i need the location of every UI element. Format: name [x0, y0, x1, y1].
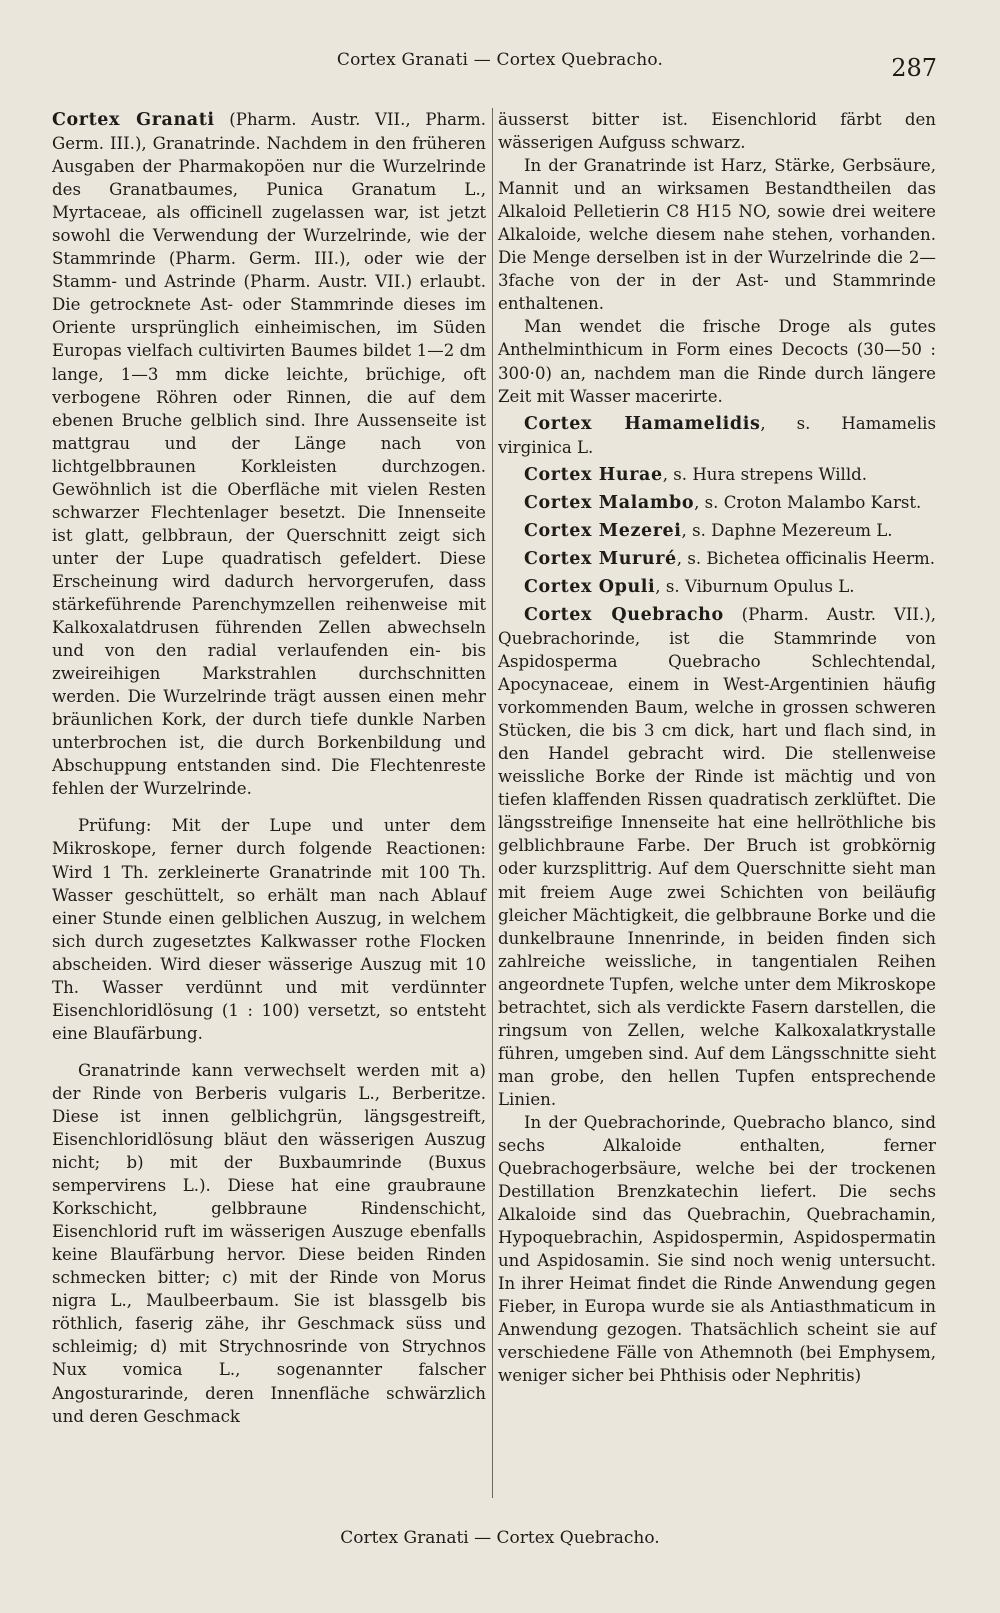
headword: Cortex Hurae — [524, 464, 663, 485]
headword: Cortex Mezerei — [524, 520, 682, 541]
anwendung-paragraph: Man wendet die frische Droge als gutes Anthelminthicum in Form eines Decocts (30—50 : 300·0) an, nachdem man die Rinde durch längere Zeit mit Wasser macerirte. — [498, 317, 936, 406]
bestandtheile-paragraph: In der Granatrinde ist Harz, Stärke, Gerbsäure, Mannit und an wirksamen Bestandtheilen das Alkaloid Pelletierin C8 H15 NO, sowie drei weitere Alkaloide, welche diesem nahe stehen, vorhanden. Die Menge derselben ist in der Wurzelrinde die 2—3fache von der in der Ast- und Stammrinde enthaltenen. — [498, 156, 936, 314]
headword: Cortex Quebracho — [524, 604, 724, 625]
headword: Cortex Opuli — [524, 576, 656, 597]
page-number: 287 — [891, 54, 937, 82]
continuation-paragraph: äusserst bitter ist. Eisenchlorid färbt den wässerigen Aufguss schwarz. — [498, 110, 936, 153]
entry-cortex-granati — [52, 108, 486, 800]
verwechslung-paragraph: Granatrinde kann verwechselt werden mit a) der Rinde von Berberis vulgaris L., Berberitze. Diese ist innen gelblichgrün, längsgestreift, Eisenchloridlösung bläut den wässerigen Auszug nicht; b) mit der Buxbaumrinde (Buxus sempervirens L.). Diese hat eine graubraune Korkschicht, gelbbraune Rindenschicht, Eisenchlorid ruft im wässerigen Auszuge ebenfalls keine Blaufärbung hervor. Diese beiden Rinden schmecken bitter; c) mit der Rinde von Morus nigra L., Maulbeerbaum. Sie ist blassgelb bis röthlich, faserig zähe, ihr Geschmack süss und schleimig; d) mit Strychnosrinde von Strychnos Nux vomica L., sogenannter falscher Angosturarinde, deren Innenfläche schwärzlich und deren Geschmack — [52, 1060, 486, 1426]
running-head: Cortex Granati — Cortex Quebracho. — [336, 50, 664, 70]
entry-text: , s. Bichetea officinalis Heerm. — [676, 548, 936, 568]
headword: Cortex Granati — [52, 110, 215, 130]
entry-text: (Pharm. Austr. VII.), Quebrachorinde, ist die Stammrinde von Aspidosperma Quebracho Schlechtendal, Apocynaceae, einem in West-Argentinien häufig vorkommenden Baum, welche in grossen schweren Stücken, die bis 3 cm dick, hart und flach sind, in den Handel gebracht wird. Die stellenweise weissliche Borke der Rinde ist mächtig und von tiefen klaffenden Rissen quadratisch zerklüftet. Die längsstreifige Innenseite hat eine hellröthliche bis gelblichbraune Farbe. Der Bruch ist grobkörnig oder kurzsplittrig. Auf dem Querschnitte sieht man mit freiem Auge zwei Schichten von beiläufig gleicher Mächtigkeit, die gelbbraune Borke und die dunkelbraune Innenrinde, in beiden finden sich zahlreiche weissliche, in tangentialen Reihen angeordnete Tupfen, welche unter dem Mikroskope betrachtet, sich als verdickte Fasern darstellen, die ringsum von Zellen, welche Kalkoxalatkrystalle führen, umgeben sind. Auf dem Längsschnitte sieht man grobe, den hellen Tupfen entsprechende Linien. — [498, 604, 936, 1109]
entry-text: , s. Hamamelis virginica L. — [498, 413, 936, 457]
entry-text: , s. Hura strepens Willd. — [662, 464, 868, 484]
column-divider — [492, 108, 493, 1498]
quebracho-alkaloide-paragraph: In der Quebrachorinde, Quebracho blanco, sind sechs Alkaloide enthalten, ferner Quebrachogerbsäure, welche bei der trockenen Destillation Brenzkatechin liefert. Die sechs Alkaloide sind das Quebrachin, Quebrachamin, Hypoquebrachin, Aspidospermin, Aspidospermatin und Aspidosamin. Sie sind noch wenig untersucht. In ihrer Heimat findet die Rinde Anwendung gegen Fieber, in Europa wurde sie als Antiasthmaticum in Anwendung gezogen. Thatsächlich scheint sie auf verschiedene Fälle von Athemnoth (bei Emphysem, weniger sicher bei Phthisis oder Nephritis) — [498, 1112, 936, 1386]
headword: Cortex Mururé — [524, 548, 677, 569]
entry-cortex-mezerei — [498, 519, 936, 543]
right-column — [498, 108, 936, 1388]
entry-text: (Pharm. Austr. VII., Pharm. Germ. III.), Granatrinde. Nachdem in den früheren Ausgaben der Pharmakopöen nur die Wurzelrinde des Granatbaumes, Punica Granatum L., Myrtaceae, als officinell zugelassen war, ist jetzt sowohl die Verwendung der Wurzelrinde, wie der Stammrinde (Pharm. Germ. III.), oder wie der Stamm- und Astrinde (Pharm. Austr. VII.) erlaubt. Die getrocknete Ast- oder Stammrinde dieses im Oriente ursprünglich einheimischen, im Süden Europas vielfach cultivirten Baumes bildet 1—2 dm lange, 1—3 mm dicke leichte, brüchige, oft verbogene Röhren oder Rinnen, die auf dem ebenen Bruche gelblich sind. Ihre Aussenseite ist mattgrau und der Länge nach von lichtgelbbraunen Korkleisten durchzogen. Gewöhnlich ist die Oberfläche mit vielen Resten schwarzer Flechtenlager besetzt. Die Innenseite ist glatt, gelbbraun, der Querschnitt zeigt sich unter der Lupe quadratisch gefeldert. Diese Erscheinung wird dadurch hervorgerufen, dass stärkeführende Parenchymzellen reihenweise mit Kalkoxalatdrusen führenden Zellen abwechseln und von den radial verlaufenden ein- bis zweireihigen Markstrahlen durchschnitten werden. Die Wurzelrinde trägt aussen einen mehr bräunlichen Kork, der durch tiefe dunkle Narben unterbrochen ist, die durch Borkenbildung und Abschuppung entstanden sind. Die Flechtenreste fehlen der Wurzelrinde. — [52, 110, 487, 799]
headword: Cortex Malambo — [524, 492, 695, 513]
pruefung-paragraph: Prüfung: Mit der Lupe und unter dem Mikroskope, ferner durch folgende Reactionen: Wird 1 Th. zerkleinerte Granatrinde mit 100 Th. Wasser geschüttelt, so erhält man nach Ablauf einer Stunde einen gelblichen Auszug, in welchem sich durch zugesetztes Kalkwasser rothe Flocken abscheiden. Wird dieser wässerige Auszug mit 10 Th. Wasser verdünnt und mit verdünnter Eisenchloridlösung (1 : 100) versetzt, so entsteht eine Blaufärbung. — [52, 816, 486, 1043]
entry-text: , s. Croton Malambo Karst. — [694, 492, 922, 512]
entry-cortex-opuli — [498, 575, 936, 599]
entry-text: , s. Daphne Mezereum L. — [681, 520, 893, 540]
entry-text: , s. Viburnum Opulus L. — [655, 576, 855, 596]
entry-cortex-hurae — [498, 463, 936, 487]
entry-cortex-malambo — [498, 491, 936, 515]
page-footer: Cortex Granati — Cortex Quebracho. — [340, 1528, 660, 1548]
entry-cortex-hamamelidis — [498, 412, 936, 459]
entry-cortex-murure — [498, 547, 936, 571]
headword: Cortex Hamamelidis — [524, 413, 761, 434]
left-column — [52, 108, 486, 1428]
entry-cortex-quebracho — [498, 603, 936, 1111]
